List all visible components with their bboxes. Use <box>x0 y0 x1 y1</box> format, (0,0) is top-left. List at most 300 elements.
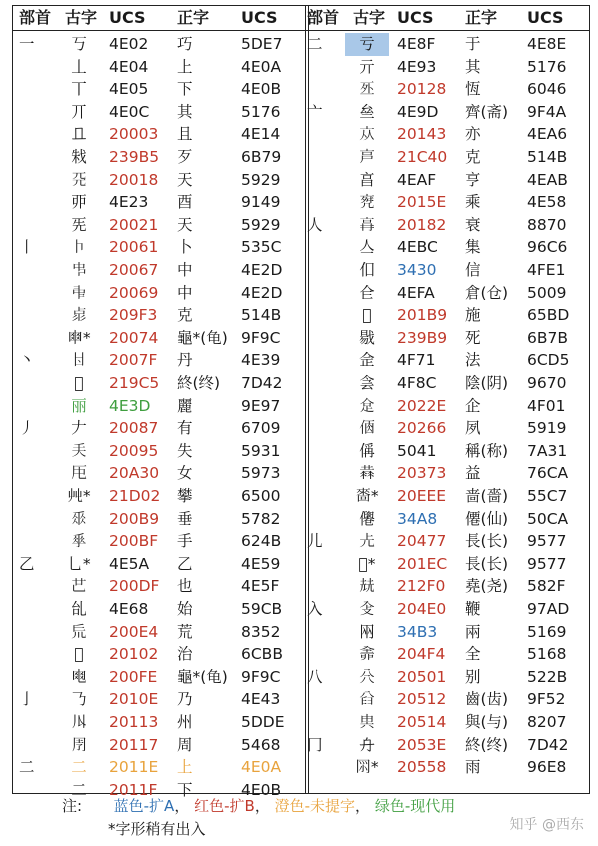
cell-ucs: 20182 <box>397 215 447 234</box>
cell-ancient: 𠂿 <box>71 532 87 551</box>
cell-std-ucs: 4E0A <box>241 758 282 777</box>
cell-ancient: 𠉦 <box>359 419 375 438</box>
cell-radical <box>17 169 57 192</box>
cell-std: 終(终) <box>465 735 509 754</box>
cell-std: 酉 <box>177 193 193 212</box>
cell-ancient: 𠔒 <box>359 690 375 709</box>
cell-std: 鞭 <box>465 600 481 618</box>
cell-std: 治 <box>177 645 193 664</box>
cell-std-ucs: 514B <box>241 306 282 325</box>
cell-std: 亨 <box>465 170 481 189</box>
cell-std-ucs: 9F9C <box>241 328 281 347</box>
cell-std: 僊(仙) <box>465 509 509 528</box>
cell-std: 巧 <box>177 35 193 53</box>
cell-std-ucs: 9F52 <box>527 690 566 709</box>
cell-radical <box>17 395 57 418</box>
cell-std-ucs: 514B <box>527 148 568 166</box>
cell-std-ucs: 5931 <box>241 441 281 460</box>
cell-radical: 丿 <box>19 419 35 438</box>
cell-ancient: 𠁧 <box>71 261 87 279</box>
cell-std-ucs: 9149 <box>241 193 281 212</box>
cell-ancient: 𠂹 <box>71 509 87 528</box>
cell-std: 龜*(龟) <box>177 667 228 686</box>
cell-radical <box>305 395 345 418</box>
character-table <box>12 5 590 799</box>
cell-std-ucs: 5929 <box>241 215 281 234</box>
cell-ucs: 2010E <box>109 690 159 709</box>
cell-std: 天 <box>177 170 193 189</box>
cell-radical <box>305 462 345 485</box>
cell-ucs: 20501 <box>397 667 447 686</box>
cell-ancient: 𠈮 <box>359 396 375 415</box>
cell-std: 與(与) <box>465 713 509 731</box>
cell-ancient: 偁 <box>359 441 375 460</box>
cell-ucs: 4E5A <box>109 554 150 573</box>
cell-std-ucs: 5973 <box>241 464 281 483</box>
cell-std-ucs: 5169 <box>527 622 567 641</box>
cell-ucs: 20266 <box>397 419 447 438</box>
cell-std: 有 <box>177 419 193 438</box>
cell-radical <box>305 621 345 644</box>
cell-std-ucs: 6CBB <box>241 645 283 664</box>
cell-ucs: 20069 <box>109 283 159 302</box>
cell-radical <box>305 553 345 576</box>
cell-std: 堯(尧) <box>465 577 509 596</box>
cell-std-ucs: 76CA <box>527 464 569 483</box>
cell-ancient: 乨 <box>71 600 87 618</box>
cell-std-ucs: 4E59 <box>241 554 281 573</box>
header-ucs-left: UCS <box>109 8 146 27</box>
cell-std-ucs: 97AD <box>527 600 570 618</box>
cell-radical: 入 <box>307 600 323 618</box>
cell-ucs: 20512 <box>397 690 447 709</box>
cell-ancient: 𠨰 <box>71 464 87 483</box>
cell-std-ucs: 535C <box>241 238 282 257</box>
cell-ucs: 201B9 <box>397 306 448 325</box>
legend-red: 红色-扩B <box>194 797 255 815</box>
cell-ancient: 𡧅 <box>74 374 84 392</box>
cell-ucs: 20143 <box>397 125 447 144</box>
cell-radical <box>305 349 345 372</box>
cell-ancient: 𠂇 <box>71 419 87 438</box>
cell-ancient: 𠓴 <box>359 645 375 664</box>
cell-ucs: 20018 <box>109 170 159 189</box>
cell-ucs: 21D02 <box>109 487 161 505</box>
cell-radical <box>17 643 57 666</box>
cell-ancient: 𠀘 <box>71 170 87 189</box>
cell-ancient: 亓 <box>359 57 375 76</box>
cell-ancient: 㐰 <box>359 261 375 279</box>
cell-ancient: 𠅃 <box>359 125 375 144</box>
cell-std-ucs: 6B79 <box>241 148 282 166</box>
cell-ucs: 20128 <box>397 80 447 99</box>
cell-std: 其 <box>465 57 481 76</box>
cell-ancient: 丂 <box>71 35 87 53</box>
cell-std-ucs: 9F4A <box>527 102 567 121</box>
cell-std: 克 <box>177 306 193 325</box>
cell-std-ucs: 5782 <box>241 509 281 528</box>
cell-std: 丹 <box>177 351 193 370</box>
cell-std-ucs: 5919 <box>527 419 567 438</box>
legend <box>62 795 455 817</box>
cell-ancient: 亏 <box>345 33 389 56</box>
cell-std-ucs: 4EAB <box>527 170 568 189</box>
cell-ucs: 20558 <box>397 758 447 777</box>
cell-ucs: 20477 <box>397 532 447 551</box>
cell-ucs: 20113 <box>109 713 159 731</box>
cell-ucs: 4EBC <box>397 238 438 257</box>
cell-std: 終(终) <box>177 374 221 392</box>
cell-std-ucs: 6B7B <box>527 328 568 347</box>
cell-std: 麗 <box>177 396 193 415</box>
cell-std: 死 <box>465 328 481 347</box>
header-ucs-right: UCS <box>397 8 434 27</box>
header-standard-left: 正字 <box>177 8 210 27</box>
cell-std: 中 <box>177 283 193 302</box>
cell-radical <box>305 417 345 440</box>
cell-radical <box>305 372 345 395</box>
cell-std: 法 <box>465 351 481 370</box>
cell-radical <box>17 123 57 146</box>
cell-ucs: 200B9 <box>109 509 160 528</box>
cell-ucs: 20EEE <box>397 487 447 505</box>
cell-ancient: 𠆂 <box>359 215 375 234</box>
legend-footnote: *字形稍有出入 <box>108 820 206 838</box>
cell-radical <box>305 327 345 350</box>
cell-ucs: 4E8F <box>397 35 436 53</box>
legend-orange: 澄色-未提字 <box>274 797 356 815</box>
cell-ucs: 204E0 <box>397 600 447 618</box>
cell-ancient: 㒳 <box>359 622 375 641</box>
legend-sep-3: ， <box>355 797 371 815</box>
cell-radical <box>305 643 345 666</box>
cell-ancient: 二 <box>71 780 87 799</box>
cell-ucs: 201EC <box>397 554 448 573</box>
cell-std: 衰 <box>465 215 481 234</box>
legend-sep-2: ， <box>254 797 270 815</box>
cell-ucs: 204F4 <box>397 645 446 664</box>
cell-radical <box>17 485 57 508</box>
cell-std: 倉(仓) <box>465 283 509 302</box>
cell-std: 克 <box>465 148 481 166</box>
legend-blue: 蓝色-扩A <box>113 797 175 815</box>
cell-std-ucs: 5176 <box>241 102 281 121</box>
cell-radical <box>305 711 345 734</box>
cell-ucs: 200BF <box>109 532 159 551</box>
cell-std: 稱(称) <box>465 441 509 460</box>
cell-ancient: 𠅞 <box>359 193 375 212</box>
header-ancient-right: 古字 <box>353 8 386 27</box>
cell-ancient: 𡱀 <box>359 148 375 166</box>
cell-std: 齊(斋) <box>465 102 509 121</box>
cell-radical <box>17 101 57 124</box>
cell-std: 且 <box>177 125 193 144</box>
cell-ancient: 𠄎 <box>71 690 87 709</box>
cell-radical <box>305 123 345 146</box>
cell-std: 龜*(龟) <box>177 328 228 347</box>
cell-ancient: 𠔾 <box>359 735 375 754</box>
cell-radical <box>17 327 57 350</box>
cell-ucs: 4EFA <box>397 283 435 302</box>
cell-radical <box>17 214 57 237</box>
cell-ancient: 𠃟 <box>71 577 87 596</box>
cell-std: 乘 <box>465 193 481 212</box>
cell-std: 乙 <box>177 554 193 573</box>
cell-radical <box>305 575 345 598</box>
cell-std-ucs: 7D42 <box>241 374 283 392</box>
cell-ucs: 4F71 <box>397 351 436 370</box>
cell-ancient: 佱 <box>359 351 375 370</box>
cell-ucs: 2011E <box>109 758 159 777</box>
cell-std: 企 <box>465 396 481 415</box>
cell-ucs: 4E68 <box>109 600 149 618</box>
cell-ucs: 2011F <box>109 780 158 799</box>
cell-std-ucs: 65BD <box>527 306 570 325</box>
cell-ancient: 𠃤 <box>71 622 87 641</box>
cell-radical: 冂 <box>307 735 323 754</box>
cell-radical <box>305 146 345 169</box>
cell-std: 益 <box>465 464 481 483</box>
cell-ancient: 𠕘* <box>355 758 379 777</box>
cell-ucs: 239B9 <box>397 328 448 347</box>
cell-radical <box>17 598 57 621</box>
cell-ucs: 4E23 <box>109 193 149 212</box>
legend-prefix: 注: <box>62 797 83 815</box>
cell-radical: 八 <box>307 667 323 686</box>
cell-radical <box>17 711 57 734</box>
cell-ucs: 4E02 <box>109 35 149 53</box>
cell-radical <box>305 191 345 214</box>
cell-std: 恆 <box>465 80 481 99</box>
cell-ancient: 𠂕 <box>71 441 87 460</box>
cell-ancient: 丄 <box>71 57 87 76</box>
cell-ancient: 𠔁 <box>359 667 375 686</box>
header-radical-left: 部首 <box>19 8 52 27</box>
cell-ancient: 𠇬* <box>358 554 376 573</box>
cell-ucs: 34B3 <box>397 622 438 641</box>
cell-std-ucs: 4E0A <box>241 57 282 76</box>
cell-ucs: 4EAF <box>397 170 437 189</box>
cell-ancient: 𠀡 <box>71 215 87 234</box>
cell-radical <box>17 621 57 644</box>
cell-std: 下 <box>177 780 193 799</box>
cell-radical: 一 <box>19 35 35 53</box>
cell-ucs: 200FE <box>109 667 158 686</box>
cell-std-ucs: 4E2D <box>241 283 283 302</box>
cell-radical: 乙 <box>19 554 35 573</box>
cell-radical: 二 <box>307 35 323 53</box>
cell-ucs: 200E4 <box>109 622 159 641</box>
cell-ancient: 𠄓 <box>71 713 87 731</box>
cell-std: 長(长) <box>465 532 509 551</box>
cell-radical: 人 <box>307 215 323 234</box>
cell-std-ucs: 8870 <box>527 215 567 234</box>
cell-std-ucs: 5DDE <box>241 713 285 731</box>
cell-ucs: 4E3D <box>109 396 151 415</box>
cell-std-ucs: 9670 <box>527 374 567 392</box>
cell-ancient: 乚* <box>67 554 91 573</box>
cell-std-ucs: 5929 <box>241 170 281 189</box>
cell-std: 長(长) <box>465 554 509 573</box>
cell-ancient: 𠄗 <box>71 735 87 754</box>
cell-std-ucs: 4FE1 <box>527 261 566 279</box>
cell-std-ucs: 6CD5 <box>527 351 570 370</box>
cell-std-ucs: 96E8 <box>527 758 567 777</box>
cell-ancient: 𠁿 <box>71 351 87 370</box>
cell-std: 攀 <box>177 487 193 505</box>
cell-std-ucs: 5468 <box>241 735 281 754</box>
cell-ucs: 20087 <box>109 419 159 438</box>
cell-std-ucs: 4E39 <box>241 351 281 370</box>
cell-radical <box>17 56 57 79</box>
cell-ucs: 20514 <box>397 713 447 731</box>
header-ancient-left: 古字 <box>65 8 98 27</box>
cell-std-ucs: 4E2D <box>241 261 283 279</box>
cell-ancient: 亝 <box>359 102 375 121</box>
cell-radical <box>17 530 57 553</box>
cell-std-ucs: 9E97 <box>241 396 281 415</box>
cell-std-ucs: 96C6 <box>527 238 568 257</box>
cell-radical: 丶 <box>19 351 35 370</box>
cell-std: 陰(阴) <box>465 374 509 392</box>
cell-ancient: 𠧳 <box>71 306 87 325</box>
cell-std-ucs: 624B <box>241 532 282 551</box>
cell-ancient: 㦵 <box>71 148 87 166</box>
cell-std-ucs: 6709 <box>241 419 281 438</box>
cell-std-ucs: 55C7 <box>527 487 568 505</box>
cell-radical <box>305 236 345 259</box>
cell-std: 兩 <box>465 622 481 641</box>
cell-std-ucs: 4E0B <box>241 780 282 799</box>
cell-radical <box>17 304 57 327</box>
cell-ucs: 2015E <box>397 193 447 212</box>
cell-ucs: 4E04 <box>109 57 149 76</box>
cell-std-ucs: 5168 <box>527 645 567 664</box>
cell-radical <box>17 146 57 169</box>
cell-std: 垂 <box>177 509 193 528</box>
cell-ucs: 4F8C <box>397 374 437 392</box>
cell-ucs: 239B5 <box>109 148 160 166</box>
cell-ancient: 𠁡 <box>71 238 87 257</box>
legend-green: 绿色-现代用 <box>374 797 456 815</box>
cell-radical <box>17 462 57 485</box>
cell-ancient: 𡆉 <box>362 306 372 325</box>
cell-std: 也 <box>177 577 193 596</box>
cell-std-ucs: 4E0B <box>241 80 282 99</box>
cell-radical <box>17 282 57 305</box>
cell-radical <box>305 78 345 101</box>
cell-std: 于 <box>465 35 481 53</box>
cell-radical: 儿 <box>307 532 323 551</box>
cell-std: 荒 <box>177 622 193 641</box>
cell-ancient: 𠀃 <box>71 125 87 144</box>
cell-radical <box>17 78 57 101</box>
cell-std-ucs: 6046 <box>527 80 567 99</box>
cell-radical <box>305 508 345 531</box>
header-radical-right: 部首 <box>307 8 340 27</box>
cell-ucs: 20021 <box>109 215 159 234</box>
cell-std-ucs: 5DE7 <box>241 35 283 53</box>
cell-ancient: 侌 <box>359 374 375 392</box>
cell-std-ucs: 582F <box>527 577 566 596</box>
cell-ucs: 212F0 <box>397 577 446 596</box>
cell-std: 乃 <box>177 690 193 709</box>
cell-ancient: 𠔔 <box>359 713 375 731</box>
cell-std: 失 <box>177 441 193 460</box>
cell-radical <box>17 372 57 395</box>
cell-radical <box>17 734 57 757</box>
cell-ancient: 𠍳 <box>359 464 375 483</box>
cell-ancient: 𠄨 <box>359 80 375 99</box>
cell-ancient: 𠓠 <box>359 600 375 618</box>
cell-ucs: 20102 <box>109 645 159 664</box>
cell-ucs: 2022E <box>397 396 447 415</box>
cell-std-ucs: 9577 <box>527 532 567 551</box>
cell-std: 下 <box>177 80 193 99</box>
cell-std-ucs: 9577 <box>527 554 567 573</box>
cell-std-ucs: 4E43 <box>241 690 281 709</box>
cell-std-ucs: 8352 <box>241 622 281 641</box>
cell-ancient: 亯 <box>359 170 375 189</box>
cell-std: 州 <box>177 713 193 731</box>
cell-std: 夙 <box>465 419 481 438</box>
cell-ucs: 20373 <box>397 464 447 483</box>
cell-ucs: 34A8 <box>397 509 438 528</box>
cell-std: 手 <box>177 532 193 551</box>
cell-std-ucs: 7D42 <box>527 735 569 754</box>
cell-std: 施 <box>465 306 481 325</box>
cell-ancient: 丅 <box>71 80 87 99</box>
cell-ancient: 𠁩 <box>71 283 87 302</box>
cell-radical <box>305 440 345 463</box>
cell-ancient: 㒨 <box>359 509 375 528</box>
cell-ucs: 3430 <box>397 261 437 279</box>
cell-ucs: 4E93 <box>397 57 437 76</box>
cell-std: 卜 <box>177 238 193 257</box>
cell-ucs: 20003 <box>109 125 159 144</box>
cell-radical: 亅 <box>19 690 35 709</box>
cell-std: 天 <box>177 215 193 234</box>
cell-std-ucs: 4E8E <box>527 35 567 53</box>
cell-std-ucs: 522B <box>527 667 568 686</box>
cell-ancient: 𠃾 <box>71 667 87 686</box>
cell-ucs: 4E05 <box>109 80 149 99</box>
cell-std-ucs: 9F9C <box>241 667 281 686</box>
cell-ancient: 𠑷 <box>359 532 375 551</box>
cell-std: 上 <box>177 57 193 76</box>
cell-ancient: 㦹 <box>359 328 375 347</box>
cell-std-ucs: 4E58 <box>527 193 567 212</box>
cell-std: 歹 <box>177 148 193 166</box>
cell-ucs: 21C40 <box>397 148 448 166</box>
cell-radical <box>305 56 345 79</box>
cell-std: 别 <box>465 667 481 686</box>
cell-ucs: 200DF <box>109 577 160 596</box>
cell-radical <box>305 169 345 192</box>
cell-radical <box>17 259 57 282</box>
cell-std-ucs: 6500 <box>241 487 281 505</box>
cell-radical <box>305 304 345 327</box>
cell-ancient: 仺 <box>359 283 375 302</box>
cell-std: 中 <box>177 261 193 279</box>
header-standard-right: 正字 <box>465 8 498 27</box>
cell-radical <box>17 575 57 598</box>
cell-ancient: 𡴂* <box>67 487 91 505</box>
cell-radical <box>305 282 345 305</box>
legend-sep-1: ， <box>174 797 190 815</box>
cell-ucs: 20074 <box>109 328 159 347</box>
cell-radical <box>305 259 345 282</box>
